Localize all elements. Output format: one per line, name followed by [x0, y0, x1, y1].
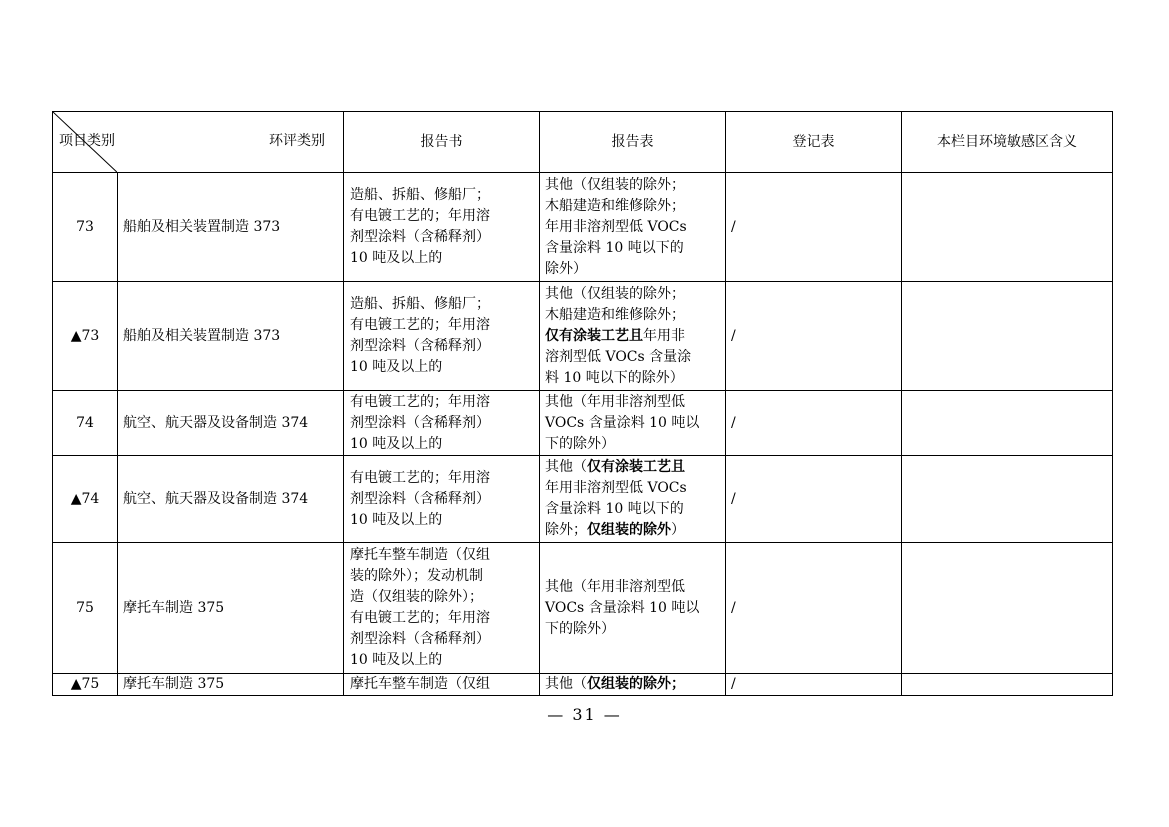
sensitive-area-cell	[902, 282, 1113, 391]
sensitive-area-cell	[902, 456, 1113, 543]
report-form-header: 报告表	[540, 112, 726, 173]
table-row	[53, 543, 1113, 674]
bold-emphasis: 仅组装的除外；	[587, 676, 685, 692]
project-name: 摩托车制造 375	[118, 674, 344, 696]
report-form-line: 含量涂料 10 吨以下的	[545, 501, 684, 517]
report-book-line: 有电镀工艺的；年用溶	[350, 393, 490, 410]
report-book-line: 有电镀工艺的；年用溶	[350, 208, 490, 224]
report-form-text: ）	[671, 522, 685, 538]
report-form-cell	[540, 282, 726, 391]
bold-emphasis: 仅有涂装工艺且	[587, 459, 685, 475]
sensitive-area-cell	[902, 391, 1113, 456]
report-form-line: 其他（年用非溶剂型低	[545, 393, 685, 410]
report-book-line: 摩托车整车制造（仅组	[350, 547, 490, 563]
page-number: — 31 —	[547, 705, 622, 724]
report-form-cell	[540, 173, 726, 282]
project-name: 船舶及相关装置制造 373	[118, 173, 344, 282]
report-form-line: 除外）	[545, 260, 587, 277]
project-name: 船舶及相关装置制造 373	[118, 282, 344, 391]
row-number: 75	[53, 543, 118, 674]
registration-cell: /	[726, 674, 902, 696]
report-book-line: 10 吨及以上的	[350, 250, 443, 266]
report-book-line: 10 吨及以上的	[350, 435, 443, 452]
header-row	[53, 112, 1113, 173]
environmental-assessment-table	[52, 111, 1113, 696]
report-form-line: VOCs 含量涂料 10 吨以	[545, 414, 700, 431]
report-form-line: 含量涂料 10 吨以下的	[545, 239, 684, 256]
report-book-line: 10 吨及以上的	[350, 511, 443, 528]
row-number: 73	[53, 173, 118, 282]
report-form-cell	[540, 674, 726, 696]
report-book-line: 装的除外）；发动机制	[350, 568, 483, 584]
report-book-cell	[344, 173, 540, 282]
report-book-cell: 摩托车整车制造（仅组	[344, 674, 540, 696]
report-form-line: 下的除外）	[545, 620, 615, 637]
report-book-line: 10 吨及以上的	[350, 359, 443, 375]
registration-cell: /	[726, 391, 902, 456]
report-book-line: 剂型涂料（含稀释剂）	[350, 338, 490, 354]
project-name	[118, 456, 344, 543]
report-form-line: 年用非溶剂型低 VOCs	[545, 480, 687, 496]
row-number: 74	[53, 391, 118, 456]
report-form-text: 其他（	[545, 459, 587, 475]
report-form-cell	[540, 456, 726, 543]
table-row	[53, 456, 1113, 543]
row-number: ▲75	[53, 674, 118, 696]
report-form-line: 其他（年用非溶剂型低	[545, 578, 685, 595]
project-name-text: 航空、航天器及设备制造 374	[123, 414, 309, 431]
report-book-line: 10 吨及以上的	[350, 652, 443, 668]
report-form-line	[545, 520, 720, 541]
row-number: ▲73	[53, 282, 118, 391]
report-book-line: 造船、拆船、修船厂；	[350, 296, 490, 312]
report-book-header: 报告书	[344, 112, 540, 173]
report-form-line	[545, 326, 720, 347]
table-row	[53, 282, 1113, 391]
registration-cell: /	[726, 282, 902, 391]
report-book-cell	[344, 543, 540, 674]
sensitive-area-cell	[902, 173, 1113, 282]
table-row	[53, 391, 1113, 456]
report-form-line: 下的除外）	[545, 435, 615, 452]
report-form-cell	[540, 391, 726, 456]
registration-header: 登记表	[726, 112, 902, 173]
report-form-line: 溶剂型低 VOCs 含量涂	[545, 348, 692, 365]
sensitive-area-header: 本栏目环境敏感区含义	[902, 112, 1113, 173]
registration-cell: /	[726, 173, 902, 282]
table-row	[53, 173, 1113, 282]
report-form-text: 年用非	[643, 327, 685, 344]
project-category-label: 项目类别	[59, 133, 115, 149]
assessment-category-label: 环评类别	[269, 133, 325, 149]
report-form-line: 其他（仅组装的除外；	[545, 285, 685, 302]
report-form-text: 其他（	[545, 676, 587, 692]
row-number: ▲74	[53, 456, 118, 543]
sensitive-area-cell	[902, 674, 1113, 696]
project-name: 摩托车制造 375	[118, 543, 344, 674]
report-book-line: 有电镀工艺的；年用溶	[350, 469, 490, 486]
report-book-line: 剂型涂料（含稀释剂）	[350, 414, 490, 431]
report-book-line: 剂型涂料（含稀释剂）	[350, 490, 490, 507]
report-form-cell	[540, 543, 726, 674]
project-name	[118, 391, 344, 456]
report-book-line: 造船、拆船、修船厂；	[350, 187, 490, 203]
diagonal-header-cell	[53, 112, 344, 173]
report-book-cell	[344, 282, 540, 391]
table-row	[53, 674, 1113, 696]
report-form-text: 除外；	[545, 522, 587, 538]
report-form-line	[545, 457, 720, 478]
report-book-line: 造（仅组装的除外）；	[350, 589, 483, 605]
registration-cell: /	[726, 456, 902, 543]
project-name-text: 航空、航天器及设备制造 374	[123, 490, 309, 507]
report-form-line: 木船建造和维修除外；	[545, 306, 685, 323]
sensitive-area-cell	[902, 543, 1113, 674]
report-book-cell	[344, 391, 540, 456]
bold-emphasis: 仅有涂装工艺且	[545, 327, 643, 344]
report-form-line: VOCs 含量涂料 10 吨以	[545, 599, 700, 616]
report-book-line: 剂型涂料（含稀释剂）	[350, 631, 490, 647]
report-book-line: 有电镀工艺的；年用溶	[350, 317, 490, 333]
report-form-line: 其他（仅组装的除外；	[545, 176, 685, 193]
report-book-line: 有电镀工艺的；年用溶	[350, 610, 490, 626]
report-book-cell	[344, 456, 540, 543]
report-book-line: 剂型涂料（含稀释剂）	[350, 229, 490, 245]
report-form-line: 料 10 吨以下的除外）	[545, 369, 684, 386]
bold-emphasis: 仅组装的除外	[587, 522, 671, 538]
report-form-line: 木船建造和维修除外；	[545, 197, 685, 214]
report-form-line: 年用非溶剂型低 VOCs	[545, 218, 687, 235]
registration-cell: /	[726, 543, 902, 674]
